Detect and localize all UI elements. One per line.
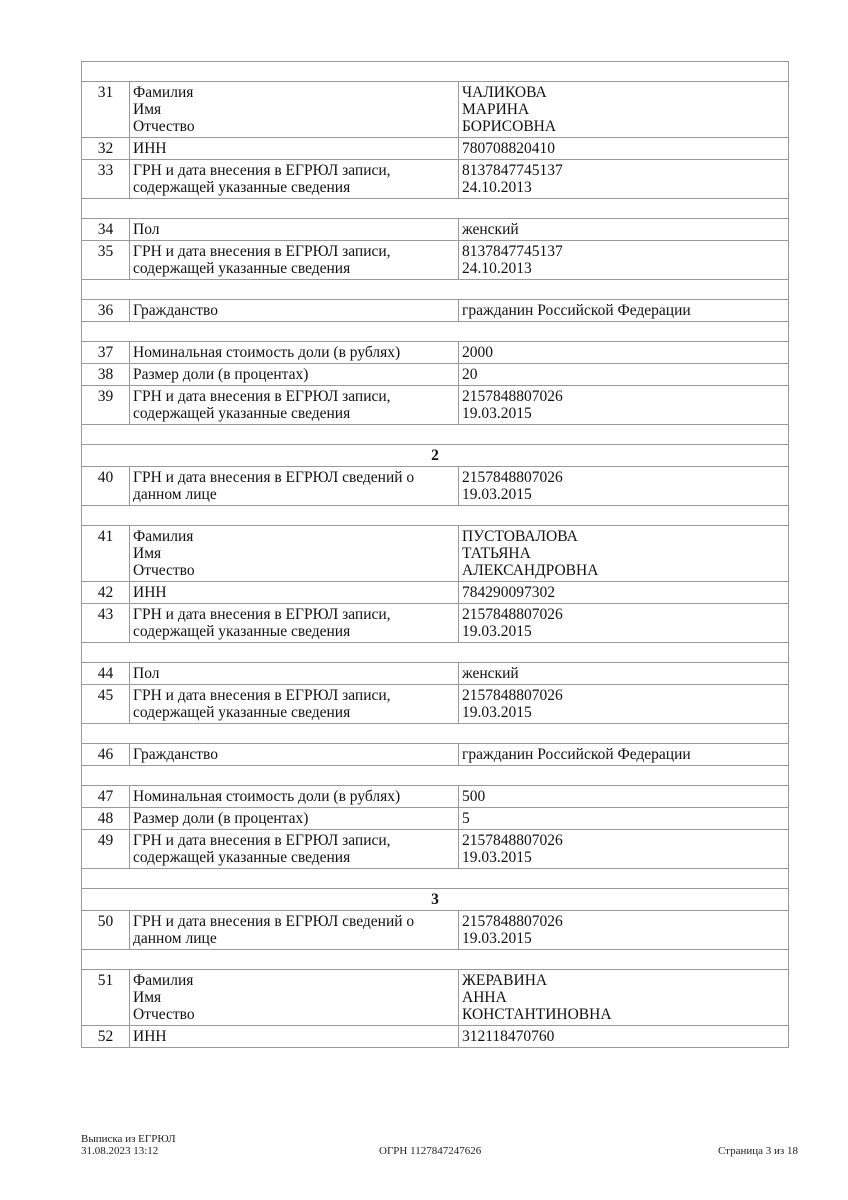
spacer-row — [82, 950, 789, 970]
table-row — [82, 82, 789, 138]
field-value-line: АННА — [462, 989, 507, 1006]
field-value-line: 2157848807026 — [462, 388, 563, 405]
table-row — [82, 830, 789, 869]
row-number: 36 — [82, 300, 130, 322]
field-label-line: содержащей указанные сведения — [133, 405, 351, 422]
row-number: 41 — [82, 526, 130, 582]
table-row — [82, 970, 789, 1026]
field-label-line: данном лице — [133, 486, 217, 503]
field-value — [459, 744, 789, 766]
spacer-row — [82, 425, 789, 445]
field-label-line: содержащей указанные сведения — [133, 260, 351, 277]
field-label-line: Гражданство — [133, 302, 219, 319]
field-value — [459, 830, 789, 869]
field-value-line: 20 — [462, 366, 478, 383]
row-number: 51 — [82, 970, 130, 1026]
field-value — [459, 300, 789, 322]
table-row — [82, 467, 789, 506]
field-value — [459, 604, 789, 643]
field-label-line: Номинальная стоимость доли (в рублях) — [133, 344, 401, 361]
field-value-line: 19.03.2015 — [462, 704, 532, 721]
table-row — [82, 1026, 789, 1048]
spacer-row — [82, 724, 789, 744]
spacer-cell — [82, 869, 789, 889]
field-label — [130, 808, 459, 830]
row-number: 49 — [82, 830, 130, 869]
spacer-row — [82, 506, 789, 526]
field-value-line: 500 — [462, 788, 486, 805]
field-value-line: 19.03.2015 — [462, 486, 532, 503]
field-label-line: ГРН и дата внесения в ЕГРЮЛ записи, — [133, 687, 391, 704]
spacer-cell — [82, 62, 789, 82]
field-value-line: 784290097302 — [462, 584, 555, 601]
field-value-line: гражданин Российской Федерации — [462, 302, 691, 319]
field-label-line: ГРН и дата внесения в ЕГРЮЛ сведений о — [133, 469, 415, 486]
field-value-line: женский — [462, 665, 519, 682]
field-label-line: Номинальная стоимость доли (в рублях) — [133, 788, 401, 805]
field-value-line: 2157848807026 — [462, 687, 563, 704]
row-number: 40 — [82, 467, 130, 506]
table-row — [82, 138, 789, 160]
field-value-line: 19.03.2015 — [462, 849, 532, 866]
spacer-row — [82, 869, 789, 889]
field-value-line: женский — [462, 221, 519, 238]
field-value — [459, 582, 789, 604]
field-label — [130, 342, 459, 364]
row-number: 38 — [82, 364, 130, 386]
spacer-cell — [82, 506, 789, 526]
spacer-cell — [82, 425, 789, 445]
field-label-line: ИНН — [133, 1028, 167, 1045]
field-label — [130, 386, 459, 425]
field-label-line: Гражданство — [133, 746, 219, 763]
row-number: 46 — [82, 744, 130, 766]
row-number: 52 — [82, 1026, 130, 1048]
section-header-row — [82, 445, 789, 467]
field-label — [130, 219, 459, 241]
field-label-line: ГРН и дата внесения в ЕГРЮЛ записи, — [133, 388, 391, 405]
field-label-line: содержащей указанные сведения — [133, 704, 351, 721]
section-number: 3 — [82, 889, 789, 911]
field-label — [130, 467, 459, 506]
table-row — [82, 604, 789, 643]
egrul-table — [81, 61, 789, 1048]
row-number: 37 — [82, 342, 130, 364]
section-number: 2 — [82, 445, 789, 467]
table-row — [82, 342, 789, 364]
field-value-line: КОНСТАНТИНОВНА — [462, 1006, 612, 1023]
field-label-line: ГРН и дата внесения в ЕГРЮЛ записи, — [133, 243, 391, 260]
field-value — [459, 526, 789, 582]
row-number: 31 — [82, 82, 130, 138]
field-label-line: данном лице — [133, 930, 217, 947]
field-label-line: содержащей указанные сведения — [133, 623, 351, 640]
table-row — [82, 241, 789, 280]
table-row — [82, 160, 789, 199]
field-value-line: 8137847745137 — [462, 243, 563, 260]
table-row — [82, 364, 789, 386]
field-label — [130, 364, 459, 386]
field-label — [130, 970, 459, 1026]
row-number: 44 — [82, 663, 130, 685]
field-value-line: 2157848807026 — [462, 606, 563, 623]
spacer-cell — [82, 322, 789, 342]
footer-page-number: Страница 3 из 18 — [717, 1145, 798, 1157]
field-label-line: Имя — [133, 989, 162, 1006]
row-number: 35 — [82, 241, 130, 280]
field-value — [459, 911, 789, 950]
field-label — [130, 1026, 459, 1048]
field-value-line: МАРИНА — [462, 101, 530, 118]
field-label — [130, 604, 459, 643]
field-label — [130, 786, 459, 808]
field-label-line: Фамилия — [133, 528, 194, 545]
field-label-line: ГРН и дата внесения в ЕГРЮЛ записи, — [133, 832, 391, 849]
field-value-line: 780708820410 — [462, 140, 555, 157]
field-value — [459, 219, 789, 241]
field-label — [130, 911, 459, 950]
row-number: 45 — [82, 685, 130, 724]
table-row — [82, 786, 789, 808]
field-value-line: 2157848807026 — [462, 832, 563, 849]
field-value — [459, 160, 789, 199]
field-value-line: АЛЕКСАНДРОВНА — [462, 562, 599, 579]
row-number: 43 — [82, 604, 130, 643]
row-number: 34 — [82, 219, 130, 241]
field-label-line: Имя — [133, 545, 162, 562]
field-label-line: Фамилия — [133, 972, 194, 989]
field-value-line: 8137847745137 — [462, 162, 563, 179]
field-value — [459, 970, 789, 1026]
field-label-line: ИНН — [133, 584, 167, 601]
field-value — [459, 808, 789, 830]
field-label — [130, 663, 459, 685]
spacer-row — [82, 766, 789, 786]
field-label-line: ГРН и дата внесения в ЕГРЮЛ сведений о — [133, 913, 415, 930]
field-value-line: 2000 — [462, 344, 493, 361]
field-label-line: Отчество — [133, 118, 195, 135]
field-label — [130, 685, 459, 724]
table-row — [82, 582, 789, 604]
field-label — [130, 138, 459, 160]
table-row — [82, 526, 789, 582]
footer-doc-name: Выписка из ЕГРЮЛ — [81, 1133, 176, 1145]
field-label-line: содержащей указанные сведения — [133, 179, 351, 196]
row-number: 42 — [82, 582, 130, 604]
field-label — [130, 526, 459, 582]
spacer-row — [82, 280, 789, 300]
table-row — [82, 300, 789, 322]
spacer-row — [82, 322, 789, 342]
field-label-line: Пол — [133, 665, 160, 682]
row-number: 50 — [82, 911, 130, 950]
footer-ogrn: ОГРН 1127847247626 — [379, 1145, 482, 1157]
field-value-line: 2157848807026 — [462, 913, 563, 930]
field-value — [459, 386, 789, 425]
field-value-line: ТАТЬЯНА — [462, 545, 531, 562]
field-label — [130, 241, 459, 280]
field-value-line: 2157848807026 — [462, 469, 563, 486]
field-label — [130, 582, 459, 604]
spacer-cell — [82, 199, 789, 219]
field-value-line: БОРИСОВНА — [462, 118, 557, 135]
field-label — [130, 160, 459, 199]
field-label-line: содержащей указанные сведения — [133, 849, 351, 866]
table-row — [82, 663, 789, 685]
spacer-row — [82, 62, 789, 82]
field-value-line: 24.10.2013 — [462, 179, 532, 196]
field-label-line: Отчество — [133, 1006, 195, 1023]
field-label-line: Размер доли (в процентах) — [133, 810, 309, 827]
table-row — [82, 744, 789, 766]
field-value — [459, 1026, 789, 1048]
row-number: 33 — [82, 160, 130, 199]
field-value-line: гражданин Российской Федерации — [462, 746, 691, 763]
field-label-line: ГРН и дата внесения в ЕГРЮЛ записи, — [133, 162, 391, 179]
field-label-line: Фамилия — [133, 84, 194, 101]
spacer-cell — [82, 724, 789, 744]
field-label — [130, 82, 459, 138]
spacer-cell — [82, 766, 789, 786]
field-value — [459, 138, 789, 160]
table-row — [82, 386, 789, 425]
field-label-line: ГРН и дата внесения в ЕГРЮЛ записи, — [133, 606, 391, 623]
field-value — [459, 241, 789, 280]
field-label-line: Размер доли (в процентах) — [133, 366, 309, 383]
row-number: 47 — [82, 786, 130, 808]
field-label-line: Пол — [133, 221, 160, 238]
field-label-line: Отчество — [133, 562, 195, 579]
field-label — [130, 830, 459, 869]
footer-left — [81, 1133, 176, 1157]
spacer-cell — [82, 280, 789, 300]
spacer-cell — [82, 643, 789, 663]
field-label-line: Имя — [133, 101, 162, 118]
spacer-row — [82, 199, 789, 219]
field-value-line: 19.03.2015 — [462, 405, 532, 422]
field-value — [459, 342, 789, 364]
field-value-line: 312118470760 — [462, 1028, 555, 1045]
row-number: 32 — [82, 138, 130, 160]
field-label — [130, 300, 459, 322]
footer-datetime: 31.08.2023 13:12 — [81, 1145, 159, 1157]
egrul-table-body — [82, 62, 789, 1048]
field-value-line: 19.03.2015 — [462, 623, 532, 640]
field-value — [459, 685, 789, 724]
field-value — [459, 82, 789, 138]
field-value-line: ПУСТОВАЛОВА — [462, 528, 578, 545]
table-row — [82, 685, 789, 724]
field-label — [130, 744, 459, 766]
field-value-line: 24.10.2013 — [462, 260, 532, 277]
table-row — [82, 219, 789, 241]
spacer-row — [82, 643, 789, 663]
field-value — [459, 364, 789, 386]
row-number: 48 — [82, 808, 130, 830]
section-header-row — [82, 889, 789, 911]
field-value — [459, 786, 789, 808]
field-value-line: 19.03.2015 — [462, 930, 532, 947]
field-value-line: 5 — [462, 810, 470, 827]
field-value-line: ЧАЛИКОВА — [462, 84, 547, 101]
field-value-line: ЖЕРАВИНА — [462, 972, 548, 989]
table-row — [82, 911, 789, 950]
field-value — [459, 663, 789, 685]
spacer-cell — [82, 950, 789, 970]
row-number: 39 — [82, 386, 130, 425]
field-value — [459, 467, 789, 506]
table-row — [82, 808, 789, 830]
field-label-line: ИНН — [133, 140, 167, 157]
